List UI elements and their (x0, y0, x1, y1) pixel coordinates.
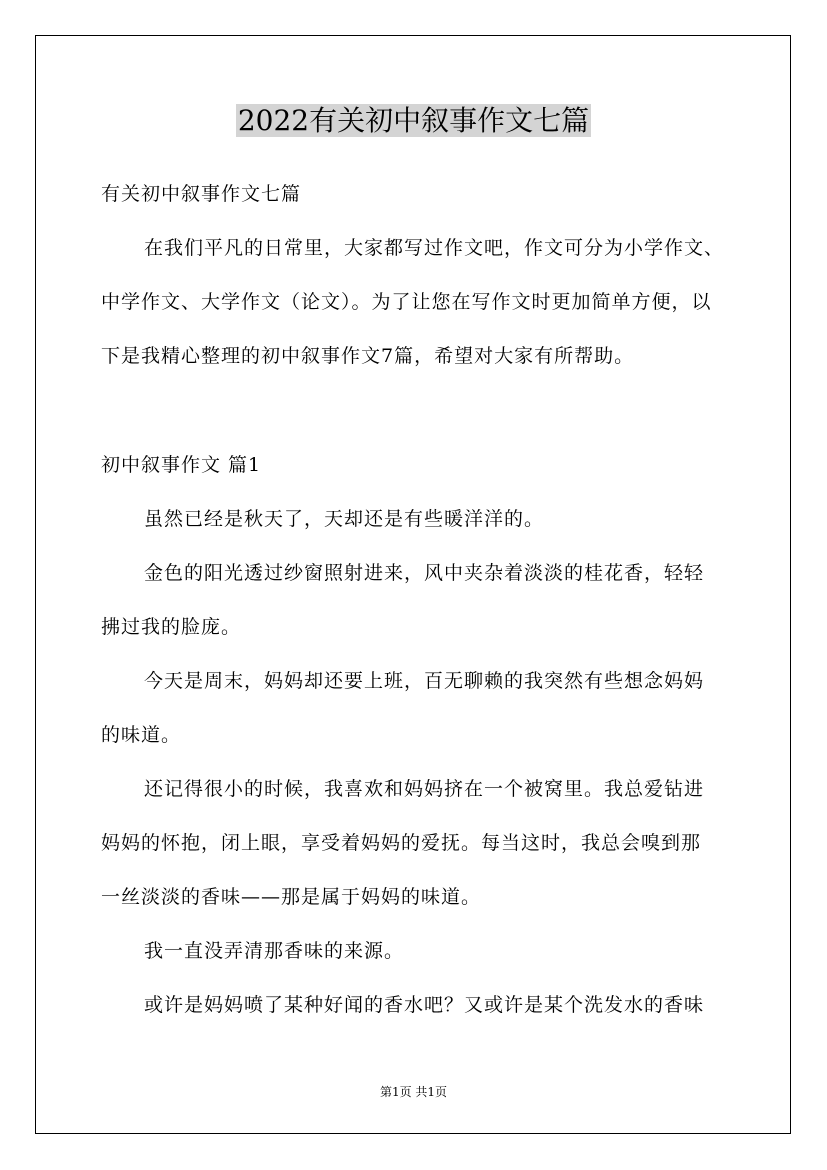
body-line: 拂过我的脸庞。 (101, 616, 242, 638)
body-line: 金色的阳光透过纱窗照射进来，风中夹杂着淡淡的桂花香，轻轻 (144, 562, 705, 584)
body-line: 虽然已经是秋天了，天却还是有些暖洋洋的。 (144, 508, 545, 530)
body-line: 的味道。 (101, 724, 182, 746)
body-line: 一丝淡淡的香味——那是属于妈妈的味道。 (101, 886, 482, 908)
document-title-text: 2022有关初中叙事作文七篇 (237, 104, 590, 137)
body-line: 今天是周末，妈妈却还要上班，百无聊赖的我突然有些想念妈妈 (144, 670, 705, 692)
intro-line: 在我们平凡的日常里，大家都写过作文吧，作文可分为小学作文、 (144, 237, 725, 259)
body-line: 或许是妈妈喷了某种好闻的香水吧？又或许是某个洗发水的香味 (144, 994, 705, 1016)
body-line: 还记得很小的时候，我喜欢和妈妈挤在一个被窝里。我总爱钻进 (144, 778, 705, 800)
intro-line: 下是我精心整理的初中叙事作文7篇，希望对大家有所帮助。 (101, 345, 635, 367)
intro-line: 中学作文、大学作文（论文）。为了让您在写作文时更加简单方便，以 (101, 291, 712, 313)
page-footer: 第1页 共1页 (379, 1085, 448, 1099)
subtitle: 有关初中叙事作文七篇 (101, 183, 302, 205)
document-title (0, 99, 827, 143)
body-line: 我一直没弄清那香味的来源。 (144, 940, 405, 962)
body-line: 妈妈的怀抱，闭上眼，享受着妈妈的爱抚。每当这时，我总会嗅到那 (101, 832, 702, 854)
section-heading: 初中叙事作文 篇1 (101, 454, 262, 476)
